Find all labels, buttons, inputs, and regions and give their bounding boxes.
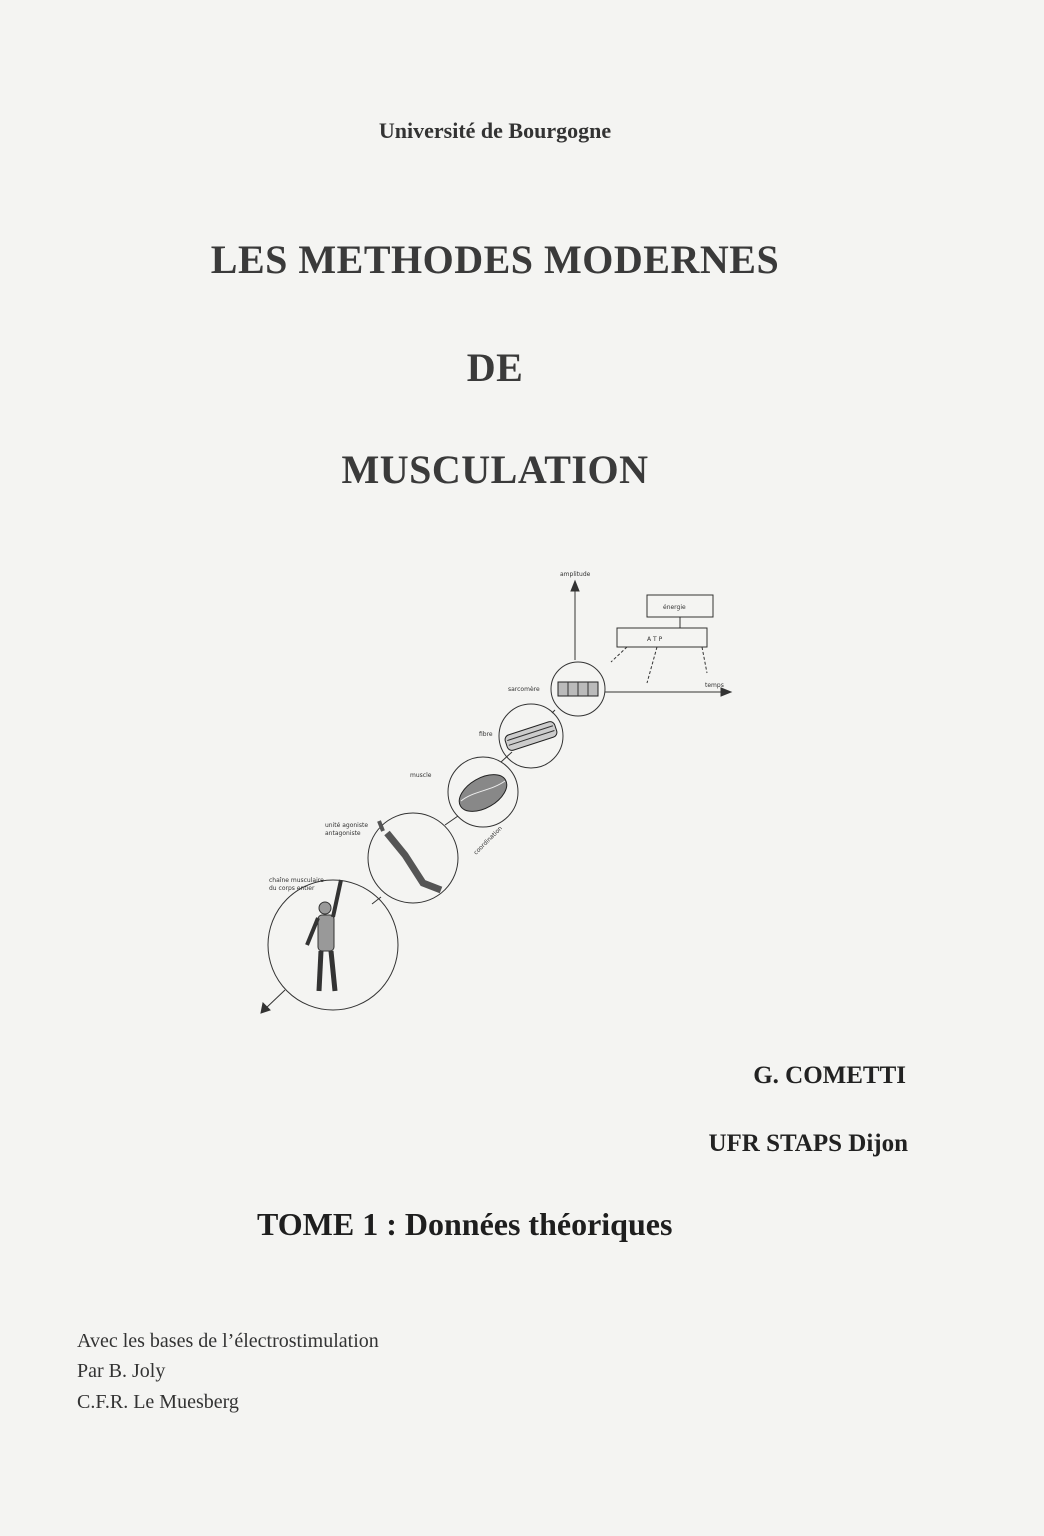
label-unite-2: antagoniste [325, 830, 361, 837]
muscle-hierarchy-figure [255, 565, 735, 1025]
author-name: G. COMETTI [753, 1062, 906, 1089]
label-sarcomere: sarcomère [508, 686, 540, 693]
title-line-3: MUSCULATION [341, 447, 649, 492]
note-line-1: Avec les bases de l’électrostimulation [77, 1330, 379, 1352]
label-amplitude: amplitude [560, 571, 591, 578]
time-axis-arrow [721, 688, 731, 696]
author-institution: UFR STAPS Dijon [708, 1130, 908, 1157]
label-atp: A T P [647, 636, 663, 643]
label-chaine-2: du corps entier [269, 885, 315, 892]
title-line-1: LES METHODES MODERNES [210, 237, 780, 282]
label-unite-1: unité agoniste [325, 822, 369, 829]
title-line-2: DE [466, 345, 524, 390]
label-muscle: muscle [410, 772, 432, 779]
note-line-2: Par B. Joly [77, 1360, 166, 1382]
amplitude-axis-arrow [571, 581, 579, 591]
label-chaine-1: chaîne musculaire [269, 877, 324, 884]
note-line-3: C.F.R. Le Muesberg [77, 1391, 239, 1413]
label-energie: énergie [663, 604, 686, 611]
tome-title: TOME 1 : Données théoriques [257, 1206, 673, 1242]
label-temps: temps [705, 682, 724, 689]
diagonal-axis [265, 990, 285, 1009]
university-name: Université de Bourgogne [378, 118, 612, 143]
label-coordination: coordination [472, 824, 504, 857]
label-fibre: fibre [479, 731, 493, 738]
